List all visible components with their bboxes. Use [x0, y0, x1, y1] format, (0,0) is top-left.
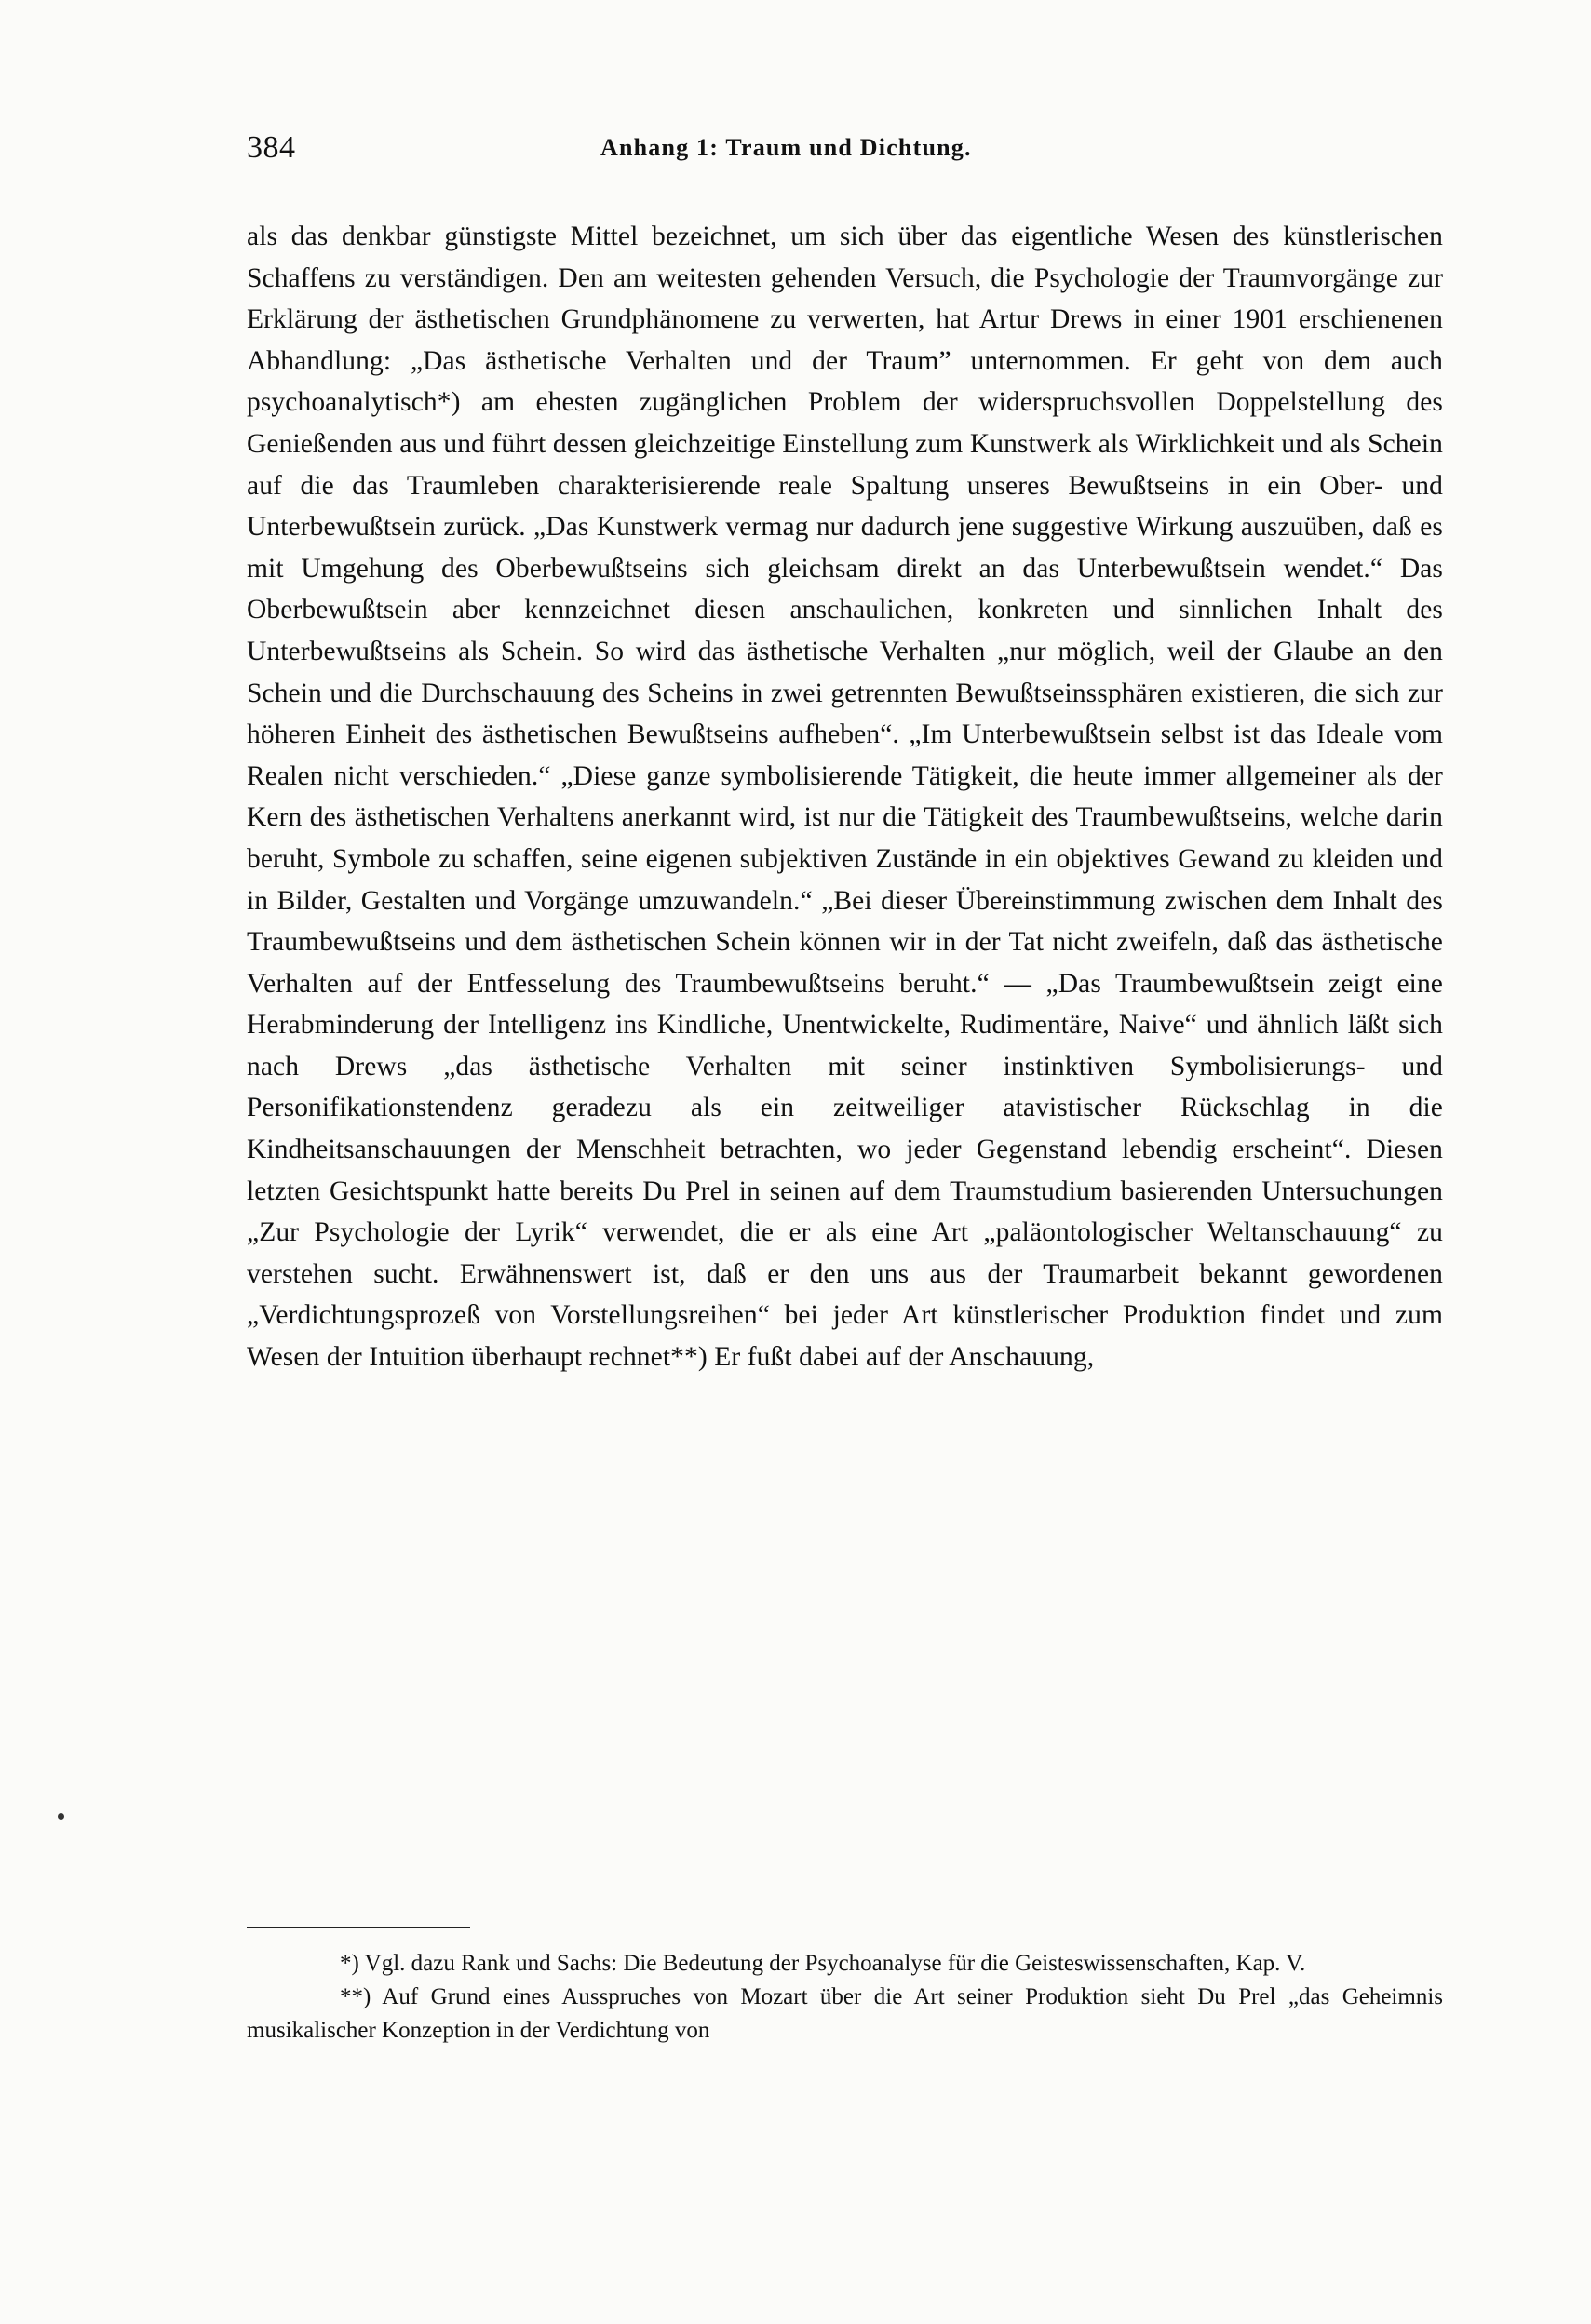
footnote-1-marker: *): [340, 1951, 359, 1976]
body-paragraph: als das denkbar günstigste Mittel bezeichnet, um sich über das eigentliche Wesen des künstlerischen Schaffens zu verständigen. Den am weitesten gehenden Versuch, die Psychologie der Traumvorgänge zur Erklärung der ästhetischen Grundphänomene zu verwerten, hat Artur Drews in einer 1901 erschienenen Abhandlung: „Das ästhetische Verhalten und der Traum” unternommen. Er geht von dem auch psychoanalytisch*) am ehesten zugänglichen Problem der widerspruchsvollen Doppelstellung des Genießenden aus und führt dessen gleichzeitige Einstellung zum Kunstwerk als Wirklichkeit und als Schein auf die das Traumleben charakterisierende reale Spaltung unseres Bewußtseins in ein Ober- und Unterbewußtsein zurück. „Das Kunstwerk vermag nur dadurch jene suggestive Wirkung auszuüben, daß es mit Umgehung des Oberbewußtseins sich gleichsam direkt an das Unterbewußtsein wendet.“ Das Oberbewußtsein aber kennzeichnet diesen anschaulichen, konkreten und sinnlichen Inhalt des Unterbewußtseins als Schein. So wird das ästhetische Verhalten „nur möglich, weil der Glaube an den Schein und die Durchschauung des Scheins in zwei getrennten Bewußtseinssphären existieren, die sich zur höheren Einheit des ästhetischen Bewußtseins aufheben“. „Im Unterbewußtsein selbst ist das Ideale vom Realen nicht verschieden.“ „Diese ganze symbolisierende Tätigkeit, die heute immer allgemeiner als der Kern des ästhetischen Verhaltens anerkannt wird, ist nur die Tätigkeit des Traumbewußtseins, welche darin beruht, Symbole zu schaffen, seine eigenen subjektiven Zustände in ein objektives Gewand zu kleiden und in Bilder, Gestalten und Vorgänge umzuwandeln.“ „Bei dieser Übereinstimmung zwischen dem Inhalt des Traumbewußtseins und dem ästhetischen Schein können wir in der Tat nicht zweifeln, daß das ästhetische Verhalten auf der Entfesselung des Traumbewußtseins beruht.“ — „Das Traumbewußtsein zeigt eine Herabminderung der Intelligenz ins Kindliche, Unentwickelte, Rudimentäre, Naive“ und ähnlich läßt sich nach Drews „das ästhetische Verhalten mit seiner instinktiven Symbolisierungs- und Personifikationstendenz geradezu als ein zeitweiliger atavistischer Rückschlag in die Kindheitsanschauungen der Menschheit betrachten, wo jeder Gegenstand lebendig erscheint“. Diesen letzten Gesichtspunkt hatte bereits Du Prel in seinen auf dem Traumstudium basierenden Untersuchungen „Zur Psychologie der Lyrik“ verwendet, die er als eine Art „paläontologischer Weltanschauung“ zu verstehen sucht. Erwähnenswert ist, daß er den uns aus der Traumarbeit bekannt gewordenen „Verdichtungsprozeß von Vorstellungsreihen“ bei jeder Art künstlerischer Produktion findet und zum Wesen der Intuition überhaupt rechnet**) Er fußt dabei auf der Anschauung,: [247, 222, 1443, 1373]
footnote-separator: [247, 1927, 470, 1928]
page-number: 384: [247, 130, 296, 165]
footnote-2: [247, 1981, 1443, 2048]
body-text: [247, 216, 1443, 1378]
footnote-1-text: Vgl. dazu Rank und Sachs: Die Bedeutung der Psychoanalyse für die Geisteswissenschaften, Kap. V.: [364, 1951, 1306, 1976]
footnote-1: [247, 1947, 1443, 1981]
page-header: [247, 130, 1476, 168]
margin-mark: [58, 1813, 64, 1820]
footnote-2-text: Auf Grund eines Ausspruches von Mozart über die Art seiner Produktion sieht Du Prel „das Geheimnis musikalischer Konzeption in der Verdichtung von: [247, 1984, 1444, 2043]
footnote-area: [247, 1947, 1443, 2048]
running-title: Anhang 1: Traum und Dichtung.: [600, 134, 972, 161]
footnote-2-marker: **): [340, 1984, 371, 2009]
